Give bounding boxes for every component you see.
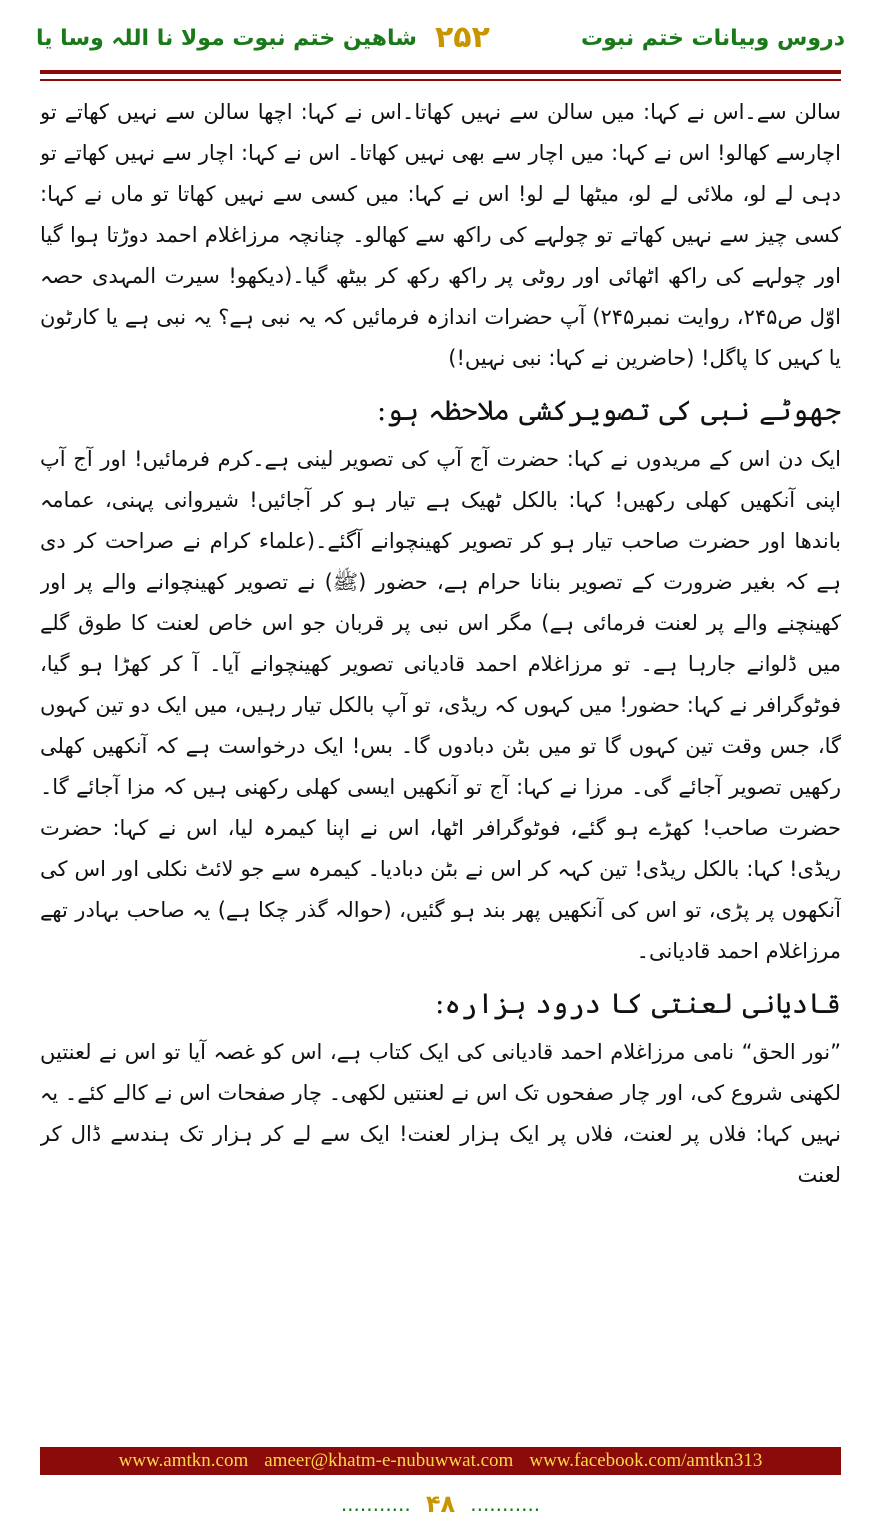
paragraph-3: ”نور الحق“ نامی مرزاغلام احمد قادیانی کی ایک کتاب ہے، اس کو غصہ آیا تو اس نے لعنتیں لکھنی شروع کی، اور چار صفحوں تک اس نے لعنتیں لکھی۔ چار صفحات اس نے کالے کئے۔ یہ نہیں کہا: فلاں پر لعنت، فلاں پر ایک ہزار لعنت! ایک سے لے کر ہزار تک ہندسے ڈال کر لعنت xyxy=(40,1040,841,1187)
pager-dots-left: ........... xyxy=(340,1492,411,1516)
series-subtitle: شاھین ختم نبوت مولا نا اللہ وسا یا xyxy=(36,26,417,51)
facebook-link[interactable]: www.facebook.com/amtkn313 xyxy=(529,1450,763,1471)
page-body xyxy=(40,92,841,1477)
email-link[interactable]: ameer@khatm-e-nubuwwat.com xyxy=(264,1450,514,1471)
page-footer-number xyxy=(300,1490,581,1520)
paragraph-1: سالن سے۔اس نے کہا: میں سالن سے نہیں کھاتا۔اس نے کہا: اچھا سالن سے نہیں کھاتے تو اچارسے کھالو! اس نے کہا: میں اچار سے بھی نہیں کھاتا۔ اس نے کہا: اچار سے نہیں کھاتے تو دہی لے لو، ملائی لے لو، میٹھا لے لو! اس نے کہا: میں کسی سے نہیں کھاتا تو ماں نے کہا: کسی چیز سے نہیں کھاتے تو چولہے کی راکھ سے کھالو۔ چنانچہ مرزاغلام احمد دوڑتا ہوا گیا اور چولہے کی راکھ اٹھائی اور روٹی پر راکھ رکھ کر بیٹھ گیا۔(دیکھو! سیرت المہدی حصہ اوّل ص۲۴۵، روایت نمبر۲۴۵) آپ حضرات اندازہ فرمائیں کہ یہ نبی ہے؟ یہ نبی ہے یا کارٹون یا کہیں کا پاگل! (حاضرین نے کہا: نبی نہیں!) xyxy=(40,100,841,370)
page-header xyxy=(20,14,861,64)
footer-page-number: ۴۸ xyxy=(425,1490,456,1518)
header-rule-thin xyxy=(40,79,841,81)
website-link[interactable]: www.amtkn.com xyxy=(118,1450,249,1471)
section-heading-2: قادیانی لعنتی کا درود ہزارہ: xyxy=(435,987,841,1020)
pager-dots-right: ........... xyxy=(470,1492,541,1516)
section-heading-1: جھوٹے نبی کی تصویرکشی ملاحظہ ہو: xyxy=(376,394,841,427)
header-rule-thick xyxy=(40,70,841,74)
series-title: دروس وبیانات ختم نبوت xyxy=(581,26,845,51)
header-page-number: ۲۵۲ xyxy=(435,20,490,55)
paragraph-2: ایک دن اس کے مریدوں نے کہا: حضرت آج آپ کی تصویر لینی ہے۔کرم فرمائیں! اور آج آپ اپنی آنکھیں کھلی رکھیں! کہا: بالکل ٹھیک ہے تیار ہو کر آجائیں! شیروانی پہنی، عمامہ باندھا اور حضرت صاحب تیار ہو کر تصویر کھینچوانے آگئے۔(علماء کرام نے صراحت کر دی ہے کہ بغیر ضرورت کے تصویر بنانا حرام ہے، حضور (ﷺ) نے تصویر کھینچوانے والے پر اور کھینچنے والے پر لعنت فرمائی ہے) مگر اس نبی پر قربان جو اس خاص لعنت کا طوق گلے میں ڈلوانے جارہا ہے۔ تو مرزاغلام احمد قادیانی تصویر کھینچوانے آیا۔ آ کر کھڑا ہو گیا، فوٹوگرافر نے کہا: حضور! میں کہوں کہ ریڈی، تو آپ بالکل تیار رہیں، میں ایک دو تین کہوں گا، جس وقت تین کہوں گا تو میں بٹن دبادوں گا۔ بس! ایک درخواست ہے کہ آنکھیں کھلی رکھیں تصویر آجائے گی۔ مرزا نے کہا: آج تو آنکھیں ایسی کھلی رکھنی ہیں کہ مزا آجائے گا۔ حضرت صاحب! کھڑے ہو گئے، فوٹوگرافر اٹھا، اس نے اپنا کیمرہ لیا، اس نے کہا: حضرت ریڈی! کہا: بالکل ریڈی! تین کہہ کر اس نے بٹن دبادیا۔ کیمرہ سے جو لائٹ نکلی اور اس کی آنکھوں پر پڑی، تو اس کی آنکھیں پھر بند ہو گئیں، (حوالہ گذر چکا ہے) یہ صاحب بہادر تھے مرزاغلام احمد قادیانی۔ xyxy=(40,447,841,963)
footer-links-bar xyxy=(40,1447,841,1475)
